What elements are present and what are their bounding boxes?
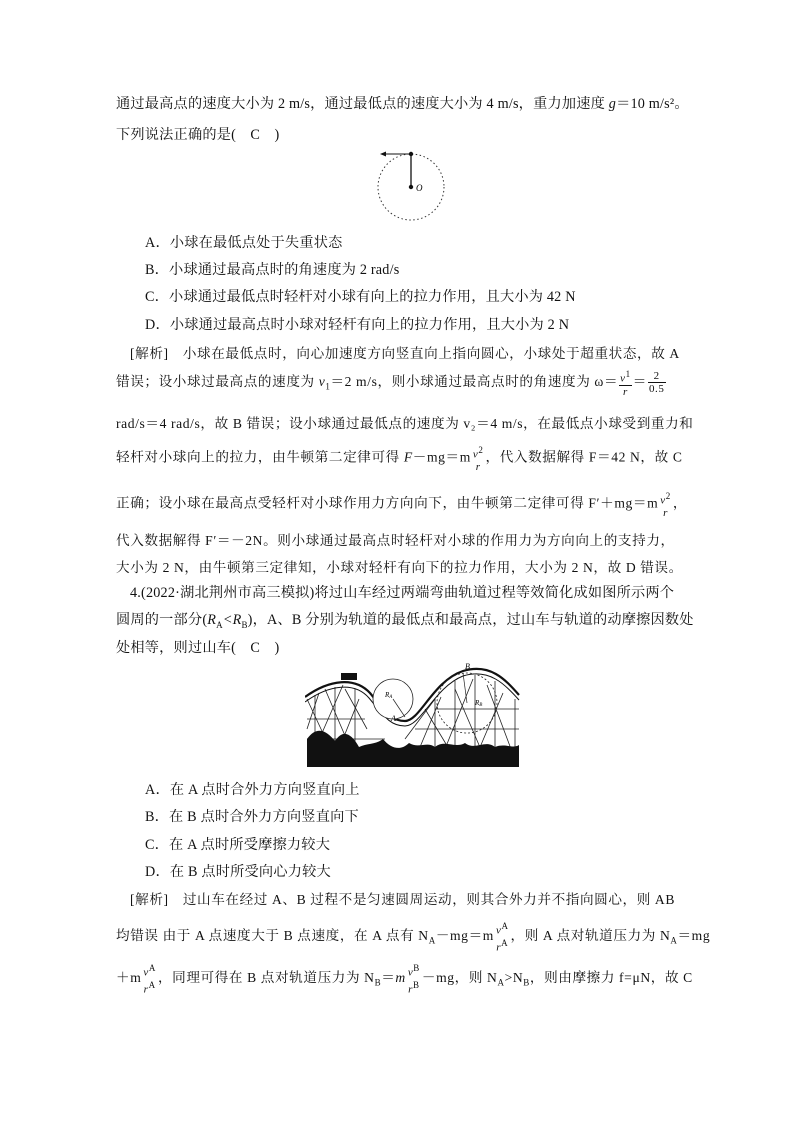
v: v: [143, 966, 149, 979]
q3-analysis-line5: [116, 490, 687, 519]
v: v: [407, 966, 414, 979]
q3-option-a: A．小球在最低点处于失重状态: [145, 235, 343, 251]
q3-analysis-line7: 大小为 2 N，由牛顿第三定律知，小球对轻杆有向下的拉力作用，大小为 2 N，故 D 错误。: [116, 560, 683, 575]
sub: B: [374, 977, 382, 988]
q3-analysis-line6: 代入数据解得 F′＝－2N。则小球通过最高点时轻杆对小球的作用力为方向向上的支持力，: [116, 533, 675, 548]
fraction-v-over-r: [619, 368, 632, 398]
text: －mg＝m: [412, 449, 471, 465]
text: ＝: [381, 969, 396, 985]
text: ＝mg: [677, 927, 711, 943]
q4-analysis-line3: [116, 962, 693, 995]
sub: B: [523, 977, 530, 988]
sup: 2: [478, 445, 484, 455]
q3-analysis-line1: [解析] 小球在最低点时，向心加速度方向竖直向上指向圆心，小球处于超重状态，故 A: [130, 346, 680, 361]
sub: A: [670, 935, 678, 946]
text: 轻杆对小球向上的拉力，由牛顿第二定律可得: [116, 449, 404, 465]
sup: 1: [625, 369, 631, 379]
text: 通过最高点的速度大小为 2 m/s，通过最低点的速度大小为 4 m/s，重力加速度: [116, 96, 609, 112]
q3-option-c: C．小球通过最低点时轻杆对小球有向上的拉力作用，且大小为 42 N: [145, 289, 576, 305]
text: ＝10 m/s²。: [616, 96, 689, 112]
q4-option-a: A．在 A 点时合外力方向竖直向上: [145, 782, 360, 798]
q4-stem-line1: 4.(2022·湖北荆州市高三模拟)将过山车经过两端弯曲轨道过程等效简化成如图所示两个: [130, 585, 675, 601]
sup: A: [501, 937, 509, 948]
text: ，: [672, 495, 688, 511]
r: r: [663, 506, 668, 519]
sup: A: [501, 921, 509, 931]
q3-option-b: B．小球通过最高点时的角速度为 2 rad/s: [145, 262, 400, 278]
q4-roller-coaster-figure: [305, 659, 521, 767]
fraction-2-over-0.5: [648, 370, 666, 395]
r: r: [475, 460, 481, 473]
fraction-vB-over-rB: [407, 962, 421, 995]
text: )，A、B 分别为轨道的最低点和最高点，过山车与轨道的动摩擦因数处: [247, 612, 694, 628]
sup: A: [148, 979, 156, 990]
q4-stem-line3: 处相等，则过山车( C ): [116, 640, 280, 656]
q3-option-d: D．小球通过最高点时小球对轻杆有向上的拉力作用，且大小为 2 N: [145, 317, 570, 333]
den: 0.5: [648, 383, 665, 396]
text: ＝2 m/s，则小球通过最高点时的角速度为 ω＝: [330, 373, 619, 389]
fraction-v2-over-r: [659, 490, 672, 519]
sup: 2: [665, 491, 671, 501]
g-symbol: g: [608, 96, 617, 112]
r: r: [143, 983, 149, 996]
v: v: [472, 448, 479, 461]
q3-analysis-line2: [116, 368, 667, 398]
text: 正确；设小球在最高点受轻杆对小球作用力方向向下，由牛顿第二定律可得 F′＋mg＝m: [116, 495, 659, 511]
v: v: [660, 494, 666, 507]
text: ，代入数据解得 F＝42 N，故 C: [485, 449, 683, 465]
R: R: [207, 612, 217, 628]
fraction-vA-over-rA: [142, 962, 157, 995]
text: ，同理可得在 B 点对轨道压力为 N: [157, 969, 375, 985]
R: <R: [222, 612, 242, 628]
q4-stem-line2: [116, 609, 694, 630]
fraction-v2-over-r: [472, 444, 485, 473]
sup: B: [413, 963, 420, 973]
q3-circle-figure: [366, 142, 456, 232]
text: ＝: [632, 373, 647, 389]
r: r: [408, 983, 413, 996]
text: 错误；设小球过最高点的速度为: [116, 373, 319, 389]
q4-analysis-line2: [116, 920, 710, 953]
v: v: [318, 373, 326, 389]
text: 圆周的一部分(: [116, 612, 208, 628]
point-a-label: A: [391, 714, 396, 723]
r: R: [385, 691, 390, 699]
q4-option-b: B．在 B 点时合外力方向竖直向下: [145, 809, 359, 825]
q4-analysis-line1: [解析] 过山车在经过 A、B 过程不是匀速圆周运动，则其合外力并不指向圆心，则 AB: [130, 892, 676, 907]
r: r: [623, 385, 628, 398]
sup: B: [413, 979, 420, 990]
v: v: [620, 372, 626, 385]
point-b-label: B: [465, 662, 470, 671]
sub: A: [389, 695, 393, 700]
origin-label: O: [416, 183, 423, 193]
radius-b-label: [474, 699, 482, 708]
text: ，则由摩擦力 f=μN，故 C: [529, 969, 693, 985]
text: －mg，则 N: [421, 969, 498, 985]
v: v: [495, 924, 502, 937]
text: ＋m: [116, 969, 142, 985]
q3-analysis-line4: [116, 444, 683, 473]
F: F: [403, 449, 413, 465]
fraction-vA-over-rA: [495, 920, 510, 953]
sub: 1: [325, 381, 331, 392]
sup: A: [148, 963, 156, 973]
sub: A: [216, 619, 223, 630]
text: 均错误 由于 A 点速度大于 B 点速度，在 A 点有 N: [116, 927, 429, 943]
r: R: [475, 699, 480, 707]
text: >N: [504, 969, 524, 985]
num: 2: [648, 370, 666, 383]
sub: B: [241, 619, 248, 630]
q3-stem-line2: 下列说法正确的是( C ): [116, 127, 280, 143]
text: －mg＝m: [435, 927, 494, 943]
sub: B: [479, 703, 483, 708]
q4-option-c: C．在 A 点时所受摩擦力较大: [145, 837, 331, 853]
q3-stem-line1: [116, 93, 689, 113]
q3-analysis-line3: rad/s＝4 rad/s，故 B 错误；设小球通过最低点的速度为 v₂＝4 m/s，在最低点小球受到重力和: [116, 416, 694, 431]
text: ，则 A 点对轨道压力为 N: [510, 927, 671, 943]
m: m: [395, 969, 406, 985]
sub: A: [428, 935, 436, 946]
sub: A: [497, 977, 505, 988]
q4-option-d: D．在 B 点时所受向心力较大: [145, 864, 331, 880]
r: r: [496, 941, 502, 954]
